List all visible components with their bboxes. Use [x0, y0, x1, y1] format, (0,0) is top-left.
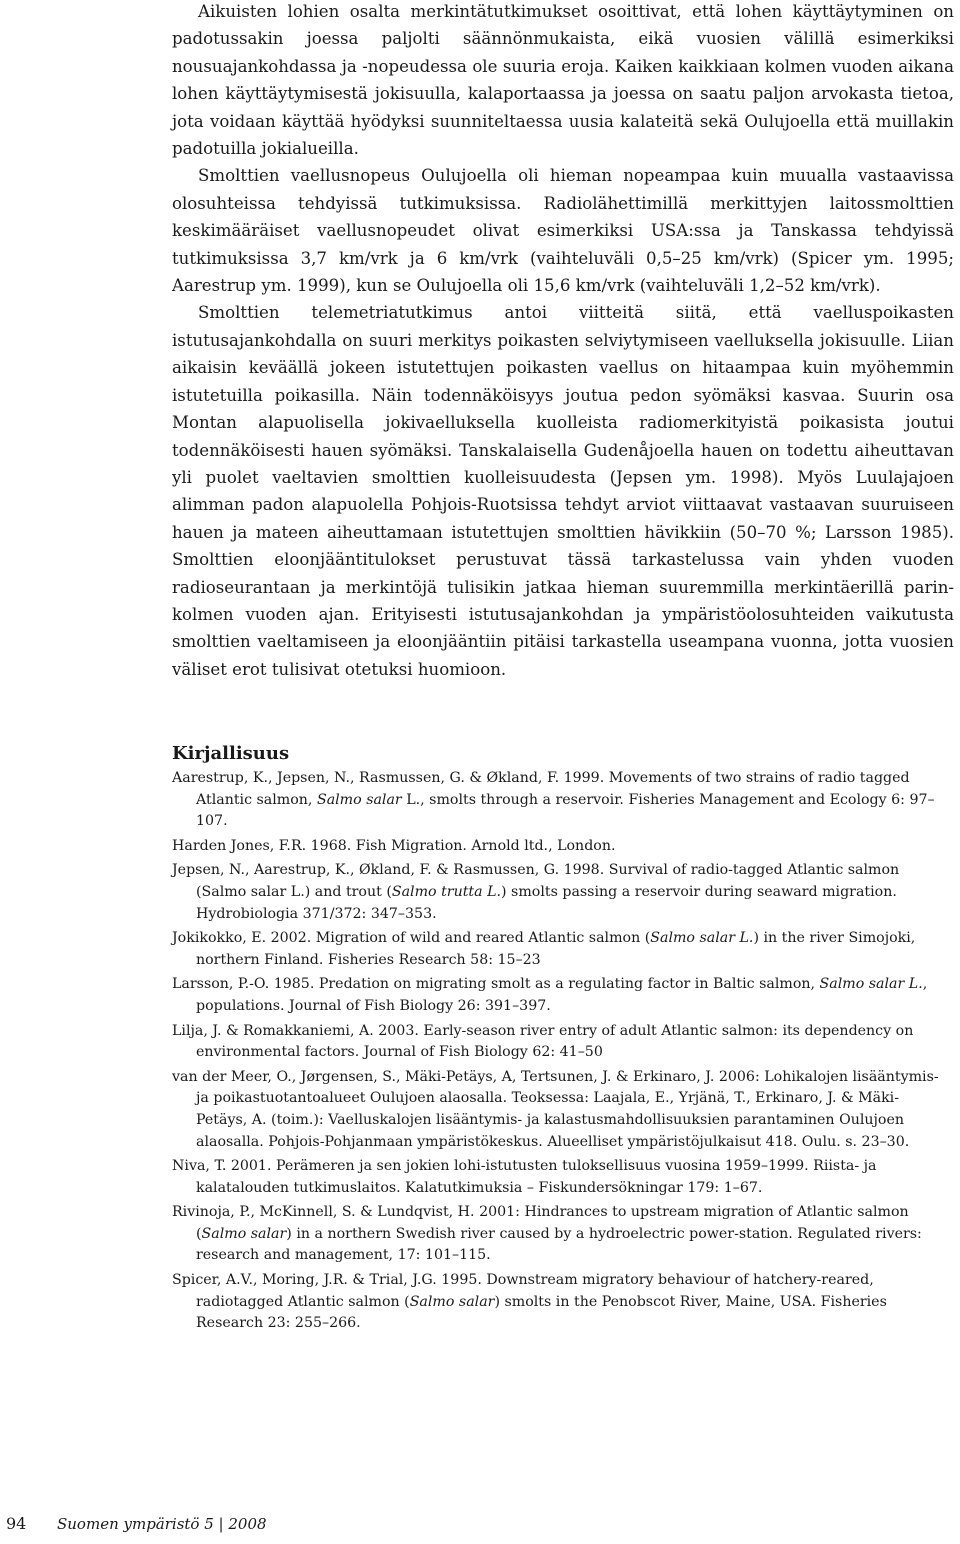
references-list — [172, 768, 948, 1338]
reference-item: van der Meer, O., Jørgensen, S., Mäki-Petäys, A, Tertsunen, J. & Erkinaro, J. 2006: Lohikalojen lisääntymis- ja poikastuotantoalueet Oulujoen alaosalla. Teoksessa: Laajala, E., Yrjänä, T., Erkinaro, J. & Mäki-Petäys, A. (toim.): Vaelluskalojen lisääntymis- ja kalastusmahdollisuuksien parantaminen Oulujoen alaosalla. Pohjois-Pohjanmaan ympäristökeskus. Alueelliset ympäristöjulkaisut 418. Oulu. s. 23–30. — [172, 1068, 939, 1150]
reference-item: Spicer, A.V., Moring, J.R. & Trial, J.G. 1995. Downstream migratory behaviour of hatchery-reared, radiotagged Atlantic salmon (Salmo salar) smolts in the Penobscot River, Maine, USA. Fisheries Research 23: 255–266. — [172, 1272, 887, 1332]
reference-item: Rivinoja, P., McKinnell, S. & Lundqvist, H. 2001: Hindrances to upstream migration of Atlantic salmon (Salmo salar) in a northern Swedish river caused by a hydroelectric power-station. Regulated rivers: research and management, 17: 101–115. — [172, 1204, 922, 1264]
reference-item: Harden Jones, F.R. 1968. Fish Migration. Arnold ltd., London. — [172, 837, 616, 854]
reference-item: Niva, T. 2001. Perämeren ja sen jokien lohi-istutusten tuloksellisuus vuosina 1959–1999. Riista- ja kalatalouden tutkimuslaitos. Kalatutkimuksia – Fiskundersökningar 179: 1–67. — [172, 1158, 877, 1196]
paragraph: Smolttien vaellusnopeus Oulujoella oli hieman nopeampaa kuin muualla vastaavissa olosuhteissa tehdyissä tutkimuksissa. Radiolähettimillä merkittyjen laitossmolttien keskimääräiset vaellusnopeudet olivat esimerkiksi USA:ssa ja Tanskassa tehdyissä tutkimuksissa 3,7 km/vrk ja 6 km/vrk (vaihteluväli 0,5–25 km/vrk) (Spicer ym. 1995; Aarestrup ym. 1999), kun se Oulujoella oli 15,6 km/vrk (vaihteluväli 1,2–52 km/vrk). — [172, 166, 954, 296]
paragraph: Smolttien telemetriatutkimus antoi viitteitä siitä, että vaelluspoikasten istutusajankohdalla on suuri merkitys poikasten selviytymiseen vaelluksella jokisuulle. Liian aikaisin keväällä jokeen istutettujen poikasten vaellus on hitaampaa kuin myöhemmin istutetuilla poikasilla. Näin todennäköisyys joutua pedon syömäksi kasvaa. Suurin osa Montan alapuolisella jokivaelluksella kuolleista radiomerkityistä poikasista joutui todennäköisesti hauen syömäksi. Tanskalaisella Gudenåjoella hauen on todettu aiheuttavan yli puolet vaeltavien smolttien kuolleisuudesta (Jepsen ym. 1998). Myös Luulajajoen alimman padon alapuolella Pohjois-Ruotsissa tehdyt arviot viittaavat vastaavan suuruiseen hauen ja mateen aiheuttamaan istutettujen smolttien hävikkiin (50–70 %; Larsson 1985). Smolttien eloonjääntitulokset perustuvat tässä tarkastelussa vain yhden vuoden radioseurantaan ja merkintöjä tulisikin jatkaa hieman suuremmilla merkintäerillä parin-kolmen vuoden ajan. Erityisesti istutusajankohdan ja ympäristöolosuhteiden vaikutusta smolttien vaeltamiseen ja eloonjääntiin pitäisi tarkastella useampana vuonna, jotta vuosien väliset erot tulisivat otetuksi huomioon. — [172, 303, 954, 679]
reference-item: Jepsen, N., Aarestrup, K., Økland, F. & Rasmussen, G. 1998. Survival of radio-tagged Atlantic salmon (Salmo salar L.) and trout (Salmo trutta L.) smolts passing a reservoir during seaward migration. Hydrobiologia 371/372: 347–353. — [172, 862, 900, 922]
body-text — [172, 0, 954, 683]
journal-name: Suomen ympäristö 5 | 2008 — [57, 1515, 267, 1533]
reference-item: Aarestrup, K., Jepsen, N., Rasmussen, G. & Økland, F. 1999. Movements of two strains of radio tagged Atlantic salmon, Salmo salar L., smolts through a reservoir. Fisheries Management and Ecology 6: 97–107. — [172, 770, 935, 830]
references-heading: Kirjallisuus — [172, 743, 290, 764]
page-number: 94 — [6, 1514, 27, 1533]
reference-item: Lilja, J. & Romakkaniemi, A. 2003. Early-season river entry of adult Atlantic salmon: its dependency on environmental factors. Journal of Fish Biology 62: 41–50 — [172, 1022, 914, 1061]
reference-item: Jokikokko, E. 2002. Migration of wild and reared Atlantic salmon (Salmo salar L.) in the river Simojoki, northern Finland. Fisheries Research 58: 15–23 — [172, 930, 916, 968]
reference-item: Larsson, P.-O. 1985. Predation on migrating smolt as a regulating factor in Baltic salmon, Salmo salar L., populations. Journal of Fish Biology 26: 391–397. — [172, 976, 928, 1014]
paragraph: Aikuisten lohien osalta merkintätutkimukset osoittivat, että lohen käyttäytyminen on padotussakin joessa paljolti säännönmukaista, eikä vuosien välillä esimerkiksi nousuajankohdassa ja -nopeudessa ole suuria eroja. Kaiken kaikkiaan kolmen vuoden aikana lohen käyttäytymisestä jokisuulla, kalaportaassa ja joessa on saatu paljon arvokasta tietoa, jota voidaan käyttää hyödyksi suunniteltaessa uusia kalateitä sekä Oulujoella että muillakin padotuilla jokialueilla. — [172, 2, 954, 159]
